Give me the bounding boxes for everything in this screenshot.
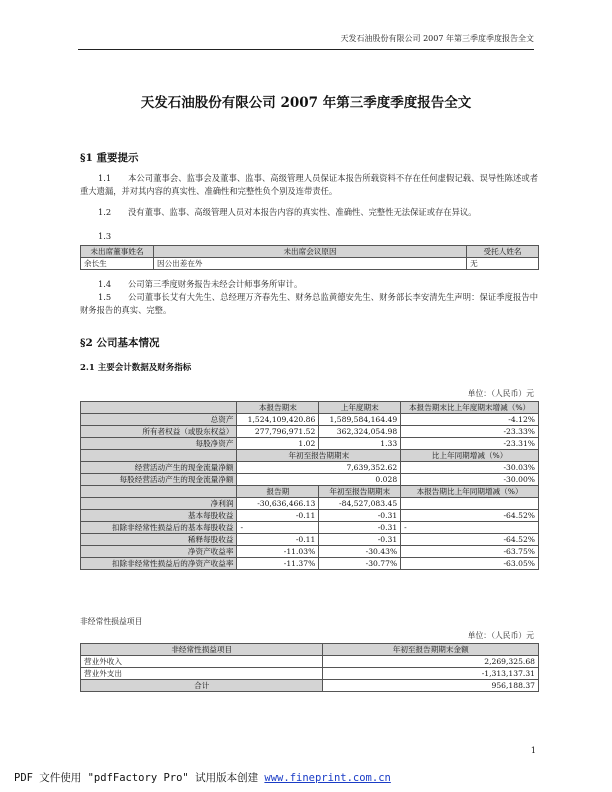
table-cell: 营业外收入 (81, 656, 323, 668)
row-label: 净资产收益率 (81, 546, 237, 558)
paragraph-text: 没有董事、监事、高级管理人员对本报告内容的真实性、准确性、完整性无法保证或存在异议。 (128, 207, 477, 217)
table-row (81, 438, 539, 450)
paragraph-1-5 (80, 291, 538, 316)
table-header-cell: 报告期 (237, 486, 319, 498)
paragraph-text: 本公司董事会、监事会及董事、监事、高级管理人员保证本报告所载资料不存在任何虚假记载、误导性陈述或者重大遗漏，并对其内容的真实性、准确性和完整性负个别及连带责任。 (80, 173, 538, 196)
footer-text: PDF 文件使用 "pdfFactory Pro" 试用版本创建 (14, 772, 265, 784)
table-row (81, 668, 539, 680)
section-2-heading: §2 公司基本情况 (80, 337, 160, 349)
table-cell: 1.33 (319, 438, 401, 450)
section-1-heading: §1 重要提示 (80, 152, 139, 164)
paragraph-number: 1.5 (98, 292, 112, 302)
table-cell: 1,524,109,420.86 (237, 414, 319, 426)
total-label: 合计 (81, 680, 323, 692)
table-row (81, 498, 539, 510)
table-header-cell: 本报告期比上年同期增减（%） (401, 486, 539, 498)
paragraph-text: 公司第三季度财务报告未经会计师事务所审计。 (128, 279, 303, 289)
table-cell: -0.11 (237, 534, 319, 546)
table-cell: -11.37% (237, 558, 319, 570)
page-number: 1 (530, 746, 536, 755)
table-cell: 277,796,971.52 (237, 426, 319, 438)
table-row (81, 510, 539, 522)
table-cell: -0.31 (319, 522, 401, 534)
table-header-cell: 本报告期末 (237, 402, 319, 414)
row-label: 每股经营活动产生的现金流量净额 (81, 474, 237, 486)
row-label: 扣除非经常性损益后的净资产收益率 (81, 558, 237, 570)
paragraph-number: 1.2 (98, 207, 112, 217)
table-header-cell: 未出席会议原因 (153, 246, 466, 258)
unit-label: 单位：（人民币）元 (467, 631, 534, 640)
table-cell: -11.03% (237, 546, 319, 558)
table-header-cell: 年初至报告期期末 (237, 450, 401, 462)
table-header-cell: 年初至报告期期末 (319, 486, 401, 498)
table-cell: -30.77% (319, 558, 401, 570)
table-row (81, 522, 539, 534)
paragraph-text: 公司董事长艾有大先生、总经理万齐春先生、财务总监黄德安先生、财务部长李安清先生声明：保证季度报告中财务报告的真实、完整。 (80, 292, 538, 315)
paragraph-1-2 (80, 206, 538, 219)
header-rule (78, 49, 534, 50)
nonrecurring-items-table (80, 643, 539, 692)
table-cell: -30.00% (401, 474, 539, 486)
table-header-cell: 本报告期末比上年度期末增减（%） (401, 402, 539, 414)
table-row (81, 546, 539, 558)
row-label: 总资产 (81, 414, 237, 426)
paragraph-number: 1.4 (98, 279, 112, 289)
financial-indicators-table (80, 401, 539, 570)
table-cell: 7,639,352.62 (237, 462, 401, 474)
pdf-footer (14, 770, 391, 785)
nonrecurring-items-label: 非经常性损益项目 (80, 617, 143, 626)
table-cell: -30,636,466.13 (237, 498, 319, 510)
table-cell: -84,527,083.45 (319, 498, 401, 510)
table-cell: -64.52% (401, 534, 539, 546)
subsection-2-1-heading: 2.1 主要会计数据及财务指标 (80, 363, 192, 373)
paragraph-1-1 (80, 172, 538, 197)
table-cell: -23.31% (401, 438, 539, 450)
table-cell: -0.31 (319, 510, 401, 522)
table-cell: 无 (467, 258, 539, 270)
table-row (81, 680, 539, 692)
row-label: 基本每股收益 (81, 510, 237, 522)
total-value: 956,188.37 (323, 680, 539, 692)
row-label: 稀释每股收益 (81, 534, 237, 546)
table-row (81, 534, 539, 546)
footer-link[interactable]: www.fineprint.com.cn (264, 772, 391, 784)
table-row (81, 414, 539, 426)
row-label: 净利润 (81, 498, 237, 510)
absent-directors-table (80, 245, 539, 270)
table-row (81, 558, 539, 570)
table-header-cell (81, 402, 237, 414)
table-cell (401, 498, 539, 510)
table-cell: - (237, 522, 319, 534)
table-cell: - (401, 522, 539, 534)
table-cell: 因公出差在外 (153, 258, 466, 270)
table-cell: -64.52% (401, 510, 539, 522)
table-header-cell: 比上年同期增减（%） (401, 450, 539, 462)
table-header-cell: 上年度期末 (319, 402, 401, 414)
table-cell: 1,589,584,164.49 (319, 414, 401, 426)
table-header-cell: 受托人姓名 (467, 246, 539, 258)
table-cell: -0.11 (237, 510, 319, 522)
table-header-cell (81, 486, 237, 498)
paragraph-1-4 (80, 278, 538, 291)
table-cell: -30.03% (401, 462, 539, 474)
running-header: 天发石油股份有限公司 2007 年第三季度季度报告全文 (340, 34, 534, 43)
table-cell: -0.31 (319, 534, 401, 546)
table-cell: -63.05% (401, 558, 539, 570)
table-cell: 0.028 (237, 474, 401, 486)
row-label: 每股净资产 (81, 438, 237, 450)
table-row (81, 656, 539, 668)
table-cell: -30.43% (319, 546, 401, 558)
table-cell: 2,269,325.68 (323, 656, 539, 668)
paragraph-number: 1.1 (98, 173, 112, 183)
table-cell: -63.75% (401, 546, 539, 558)
table-header-cell (81, 450, 237, 462)
row-label: 经营活动产生的现金流量净额 (81, 462, 237, 474)
row-label: 所有者权益（或股东权益） (81, 426, 237, 438)
table-cell: -23.33% (401, 426, 539, 438)
table-cell: -1,313,137.31 (323, 668, 539, 680)
table-row (81, 474, 539, 486)
table-header-cell: 未出席董事姓名 (81, 246, 154, 258)
table-cell: 362,324,054.98 (319, 426, 401, 438)
table-cell: 1.02 (237, 438, 319, 450)
unit-label: 单位：（人民币）元 (467, 389, 534, 398)
table-row (81, 462, 539, 474)
table-cell: 营业外支出 (81, 668, 323, 680)
row-label: 扣除非经常性损益后的基本每股收益 (81, 522, 237, 534)
paragraph-number: 1.3 (98, 231, 112, 241)
document-title: 天发石油股份有限公司 2007 年第三季度季度报告全文 (140, 95, 472, 111)
table-header-cell: 非经常性损益项目 (81, 644, 323, 656)
table-cell: 余长生 (81, 258, 154, 270)
table-header-cell: 年初至报告期期末金额 (323, 644, 539, 656)
paragraph-1-3 (80, 230, 538, 243)
table-row (81, 426, 539, 438)
table-cell: -4.12% (401, 414, 539, 426)
